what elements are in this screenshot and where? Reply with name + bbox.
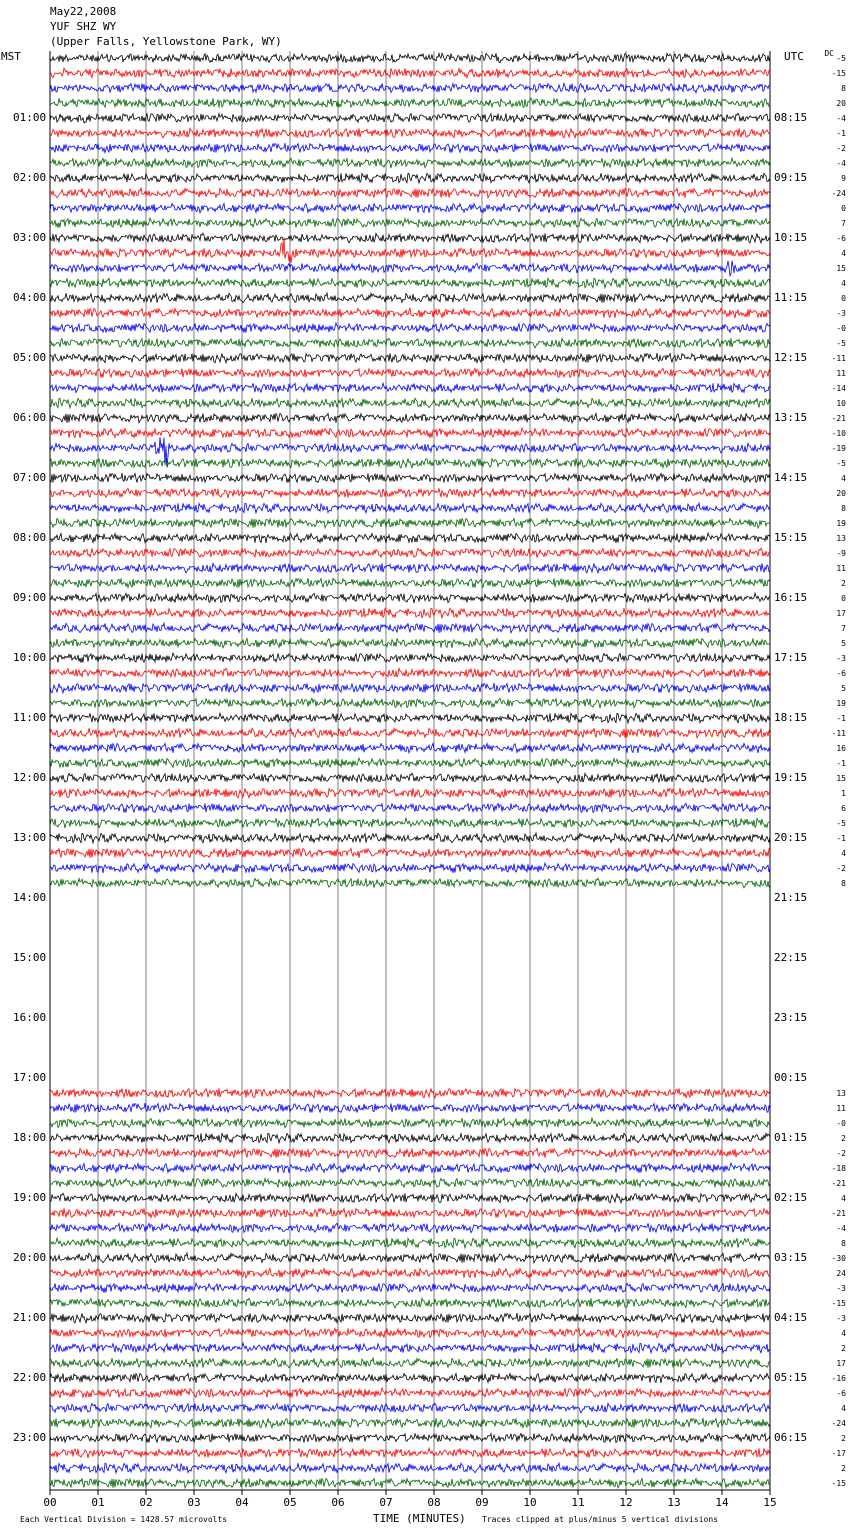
trace-row-71 — [50, 1118, 770, 1128]
trace-row-89 — [50, 1388, 770, 1398]
hour-label-utc: 14:15 — [774, 471, 808, 484]
dc-offset-value: 4 — [841, 249, 846, 258]
dc-offset-value: 4 — [841, 849, 846, 858]
dc-offset-value: 11 — [836, 564, 846, 573]
dc-offset-value: 7 — [841, 219, 846, 228]
trace-row-3 — [50, 98, 770, 108]
trace-row-76 — [50, 1193, 770, 1203]
dc-offset-value: -15 — [831, 69, 846, 78]
dc-offset-value: 19 — [836, 519, 846, 528]
hour-label-utc: 01:15 — [774, 1131, 808, 1144]
dc-offset-value: -5 — [836, 339, 846, 348]
dc-offset-value: 20 — [836, 99, 846, 108]
right-timezone-label: UTC — [784, 50, 804, 63]
hour-label-utc: 23:15 — [774, 1011, 808, 1024]
trace-row-87 — [50, 1358, 770, 1368]
dc-offset-value: 6 — [841, 804, 846, 813]
trace-row-15 — [50, 278, 770, 288]
trace-row-2 — [50, 83, 770, 93]
x-tick-label: 14 — [715, 1496, 729, 1509]
hour-label-mst: 04:00 — [13, 291, 47, 304]
dc-offset-value: 4 — [841, 1404, 846, 1413]
trace-row-72 — [50, 1133, 770, 1143]
trace-row-27 — [50, 458, 770, 468]
dc-offset-value: -5 — [836, 819, 846, 828]
dc-offset-value: -9 — [836, 549, 846, 558]
dc-offset-value: -10 — [831, 429, 846, 438]
trace-row-25 — [50, 428, 770, 438]
trace-row-50 — [50, 803, 770, 812]
hour-label-utc: 19:15 — [774, 771, 808, 784]
trace-row-45 — [50, 728, 770, 738]
scale-note: Each Vertical Division = 1428.57 microvolts — [20, 1515, 228, 1524]
hour-label-mst: 08:00 — [13, 531, 47, 544]
dc-offset-value: 8 — [841, 879, 846, 888]
dc-offset-value: -1 — [836, 129, 846, 138]
trace-row-7 — [50, 158, 770, 168]
trace-row-39 — [50, 638, 770, 648]
trace-row-17 — [50, 308, 770, 318]
trace-row-13 — [50, 237, 770, 262]
dc-offset-value: -21 — [831, 1179, 846, 1188]
trace-row-80 — [50, 1253, 770, 1263]
dc-offset-value: 19 — [836, 699, 846, 708]
dc-offset-value: -1 — [836, 759, 846, 768]
trace-row-6 — [50, 143, 770, 153]
hour-label-utc: 05:15 — [774, 1371, 808, 1384]
trace-row-28 — [50, 473, 770, 483]
trace-row-38 — [50, 623, 770, 633]
dc-offset-value: 8 — [841, 84, 846, 93]
hour-label-utc: 00:15 — [774, 1071, 808, 1084]
dc-offset-value: -5 — [836, 54, 846, 63]
hour-label-mst: 19:00 — [13, 1191, 47, 1204]
dc-offset-value: 5 — [841, 684, 846, 693]
dc-offset-value: -17 — [831, 1449, 846, 1458]
trace-row-81 — [50, 1268, 770, 1278]
x-tick-label: 01 — [91, 1496, 105, 1509]
trace-row-23 — [50, 398, 770, 408]
hour-label-mst: 16:00 — [13, 1011, 47, 1024]
hour-label-utc: 09:15 — [774, 171, 808, 184]
trace-row-31 — [50, 518, 770, 528]
x-tick-label: 10 — [523, 1496, 537, 1509]
trace-row-75 — [50, 1178, 770, 1187]
dc-offset-value: -14 — [831, 384, 846, 393]
hour-label-mst: 22:00 — [13, 1371, 47, 1384]
hour-label-mst: 02:00 — [13, 171, 47, 184]
dc-offset-value: -0 — [836, 1119, 846, 1128]
trace-row-9 — [50, 188, 770, 198]
trace-row-36 — [50, 593, 770, 603]
x-tick-label: 02 — [139, 1496, 153, 1509]
dc-offset-value: -6 — [836, 1389, 846, 1398]
trace-row-12 — [50, 233, 770, 243]
dc-offset-value: 5 — [841, 639, 846, 648]
trace-row-77 — [50, 1208, 770, 1218]
trace-row-55 — [50, 878, 770, 888]
dc-offset-value: 0 — [841, 294, 846, 303]
hour-label-mst: 06:00 — [13, 411, 47, 424]
hour-label-mst: 01:00 — [13, 111, 47, 124]
dc-offset-value: 15 — [836, 264, 846, 273]
dc-offset-value: 4 — [841, 1194, 846, 1203]
hour-label-utc: 04:15 — [774, 1311, 808, 1324]
hour-label-utc: 08:15 — [774, 111, 808, 124]
dc-offset-value: 16 — [836, 744, 846, 753]
trace-row-43 — [50, 698, 770, 708]
x-tick-label: 12 — [619, 1496, 633, 1509]
x-tick-label: 08 — [427, 1496, 441, 1509]
trace-row-44 — [50, 713, 770, 723]
dc-offset-value: -21 — [831, 1209, 846, 1218]
x-tick-label: 05 — [283, 1496, 297, 1509]
dc-offset-value: -16 — [831, 1374, 846, 1383]
trace-row-20 — [50, 353, 770, 363]
dc-offset-value: -3 — [836, 1314, 846, 1323]
dc-offset-value: 9 — [841, 174, 846, 183]
hour-label-mst: 18:00 — [13, 1131, 47, 1144]
hour-label-mst: 20:00 — [13, 1251, 47, 1264]
dc-offset-value: 4 — [841, 279, 846, 288]
trace-row-92 — [50, 1433, 770, 1442]
trace-row-94 — [50, 1463, 770, 1473]
trace-row-74 — [50, 1163, 770, 1173]
trace-row-37 — [50, 608, 770, 618]
trace-row-40 — [50, 653, 770, 663]
trace-row-95 — [50, 1478, 770, 1488]
hour-label-mst: 07:00 — [13, 471, 47, 484]
dc-offset-value: 10 — [836, 399, 846, 408]
trace-row-78 — [50, 1223, 770, 1233]
dc-offset-value: -2 — [836, 864, 846, 873]
x-tick-label: 06 — [331, 1496, 345, 1509]
trace-row-51 — [50, 818, 770, 828]
hour-label-utc: 11:15 — [774, 291, 808, 304]
trace-row-79 — [50, 1238, 770, 1248]
trace-row-83 — [50, 1298, 770, 1308]
trace-row-5 — [50, 128, 770, 138]
left-timezone-label: MST — [1, 50, 21, 63]
x-tick-label: 00 — [43, 1496, 57, 1509]
hour-label-mst: 05:00 — [13, 351, 47, 364]
dc-offset-value: -2 — [836, 1149, 846, 1158]
trace-row-52 — [50, 833, 770, 843]
hour-label-mst: 17:00 — [13, 1071, 47, 1084]
hour-label-utc: 10:15 — [774, 231, 808, 244]
trace-row-30 — [50, 503, 770, 513]
trace-row-0 — [50, 53, 770, 63]
dc-offset-value: -3 — [836, 1284, 846, 1293]
dc-offset-value: -24 — [831, 1419, 846, 1428]
trace-row-48 — [50, 773, 770, 783]
dc-offset-value: 2 — [841, 1434, 846, 1443]
trace-row-18 — [50, 323, 770, 333]
trace-row-42 — [50, 683, 770, 693]
trace-row-21 — [50, 368, 770, 378]
trace-row-85 — [50, 1328, 770, 1338]
dc-offset-value: 15 — [836, 774, 846, 783]
dc-offset-value: -15 — [831, 1479, 846, 1488]
trace-row-88 — [50, 1373, 770, 1383]
hour-label-utc: 12:15 — [774, 351, 808, 364]
clip-note: Traces clipped at plus/minus 5 vertical divisions — [482, 1515, 719, 1524]
dc-offset-value: -15 — [831, 1299, 846, 1308]
dc-header-label: DC — [824, 49, 834, 58]
hour-label-utc: 22:15 — [774, 951, 808, 964]
dc-offset-value: -4 — [836, 159, 846, 168]
hour-label-utc: 20:15 — [774, 831, 808, 844]
dc-offset-value: -4 — [836, 114, 846, 123]
hour-label-utc: 15:15 — [774, 531, 808, 544]
dc-offset-value: -18 — [831, 1164, 846, 1173]
trace-row-33 — [50, 548, 770, 557]
dc-offset-value: -21 — [831, 414, 846, 423]
trace-row-86 — [50, 1343, 770, 1353]
trace-row-53 — [50, 848, 770, 858]
x-axis-label: TIME (MINUTES) — [373, 1512, 466, 1525]
hour-label-utc: 03:15 — [774, 1251, 808, 1264]
trace-row-69 — [50, 1088, 770, 1098]
trace-row-4 — [50, 113, 770, 123]
hour-label-mst: 12:00 — [13, 771, 47, 784]
hour-label-utc: 06:15 — [774, 1431, 808, 1444]
x-tick-label: 04 — [235, 1496, 249, 1509]
hour-label-mst: 13:00 — [13, 831, 47, 844]
dc-offset-value: 13 — [836, 1089, 846, 1098]
dc-offset-value: 2 — [841, 1464, 846, 1473]
hour-label-utc: 02:15 — [774, 1191, 808, 1204]
dc-offset-value: 11 — [836, 1104, 846, 1113]
hour-label-utc: 13:15 — [774, 411, 808, 424]
trace-row-16 — [50, 293, 770, 303]
dc-offset-value: -0 — [836, 324, 846, 333]
dc-offset-value: 2 — [841, 1344, 846, 1353]
dc-offset-value: -2 — [836, 144, 846, 153]
trace-row-82 — [50, 1283, 770, 1293]
hour-label-mst: 09:00 — [13, 591, 47, 604]
dc-offset-value: -5 — [836, 459, 846, 468]
trace-row-70 — [50, 1103, 770, 1113]
dc-offset-value: -11 — [831, 729, 846, 738]
x-tick-label: 09 — [475, 1496, 489, 1509]
x-tick-label: 11 — [571, 1496, 585, 1509]
trace-row-91 — [50, 1418, 770, 1428]
trace-row-32 — [50, 533, 770, 543]
dc-offset-value: 8 — [841, 504, 846, 513]
x-tick-label: 07 — [379, 1496, 393, 1509]
hour-label-mst: 15:00 — [13, 951, 47, 964]
dc-offset-value: 17 — [836, 609, 846, 618]
trace-row-41 — [50, 668, 770, 678]
dc-offset-value: 17 — [836, 1359, 846, 1368]
trace-row-93 — [50, 1448, 770, 1458]
x-tick-label: 15 — [763, 1496, 777, 1509]
dc-offset-value: -1 — [836, 714, 846, 723]
trace-row-34 — [50, 563, 770, 573]
dc-offset-value: 2 — [841, 579, 846, 588]
trace-row-84 — [50, 1313, 770, 1323]
trace-row-90 — [50, 1403, 770, 1413]
hour-label-utc: 21:15 — [774, 891, 808, 904]
x-tick-label: 13 — [667, 1496, 681, 1509]
trace-row-10 — [50, 203, 770, 213]
dc-offset-value: 4 — [841, 1329, 846, 1338]
trace-row-8 — [50, 173, 770, 183]
chart-station: YUF SHZ WY — [50, 20, 117, 33]
dc-offset-value: -3 — [836, 309, 846, 318]
hour-label-utc: 18:15 — [774, 711, 808, 724]
trace-row-54 — [50, 863, 770, 873]
dc-offset-value: -24 — [831, 189, 846, 198]
trace-row-49 — [50, 788, 770, 798]
x-tick-label: 03 — [187, 1496, 201, 1509]
dc-offset-value: -6 — [836, 669, 846, 678]
hour-label-utc: 16:15 — [774, 591, 808, 604]
trace-row-19 — [50, 338, 770, 348]
dc-offset-value: -19 — [831, 444, 846, 453]
hour-label-mst: 10:00 — [13, 651, 47, 664]
trace-row-73 — [50, 1148, 770, 1158]
trace-row-24 — [50, 413, 770, 422]
dc-offset-value: 8 — [841, 1239, 846, 1248]
trace-row-11 — [50, 218, 770, 228]
dc-offset-value: 13 — [836, 534, 846, 543]
dc-offset-value: 20 — [836, 489, 846, 498]
dc-offset-value: 1 — [841, 789, 846, 798]
dc-offset-value: 7 — [841, 624, 846, 633]
trace-row-22 — [50, 383, 770, 393]
dc-offset-value: -11 — [831, 354, 846, 363]
dc-offset-value: 24 — [836, 1269, 846, 1278]
dc-offset-value: 2 — [841, 1134, 846, 1143]
trace-row-35 — [50, 578, 770, 588]
trace-row-1 — [50, 68, 770, 78]
dc-offset-value: -4 — [836, 1224, 846, 1233]
dc-offset-value: -6 — [836, 234, 846, 243]
hour-label-mst: 11:00 — [13, 711, 47, 724]
dc-offset-value: 0 — [841, 204, 846, 213]
dc-offset-value: -1 — [836, 834, 846, 843]
dc-offset-value: -3 — [836, 654, 846, 663]
hour-label-mst: 14:00 — [13, 891, 47, 904]
dc-offset-value: 11 — [836, 369, 846, 378]
trace-row-47 — [50, 758, 770, 768]
dc-offset-value: 0 — [841, 594, 846, 603]
chart-date: May22,2008 — [50, 5, 117, 18]
chart-location: (Upper Falls, Yellowstone Park, WY) — [50, 35, 282, 48]
trace-row-29 — [50, 488, 770, 498]
hour-label-mst: 23:00 — [13, 1431, 47, 1444]
trace-row-14 — [50, 261, 770, 276]
trace-row-46 — [50, 743, 770, 753]
hour-label-mst: 03:00 — [13, 231, 47, 244]
hour-label-utc: 17:15 — [774, 651, 808, 664]
dc-offset-value: 4 — [841, 474, 846, 483]
dc-offset-value: -30 — [831, 1254, 846, 1263]
hour-label-mst: 21:00 — [13, 1311, 47, 1324]
